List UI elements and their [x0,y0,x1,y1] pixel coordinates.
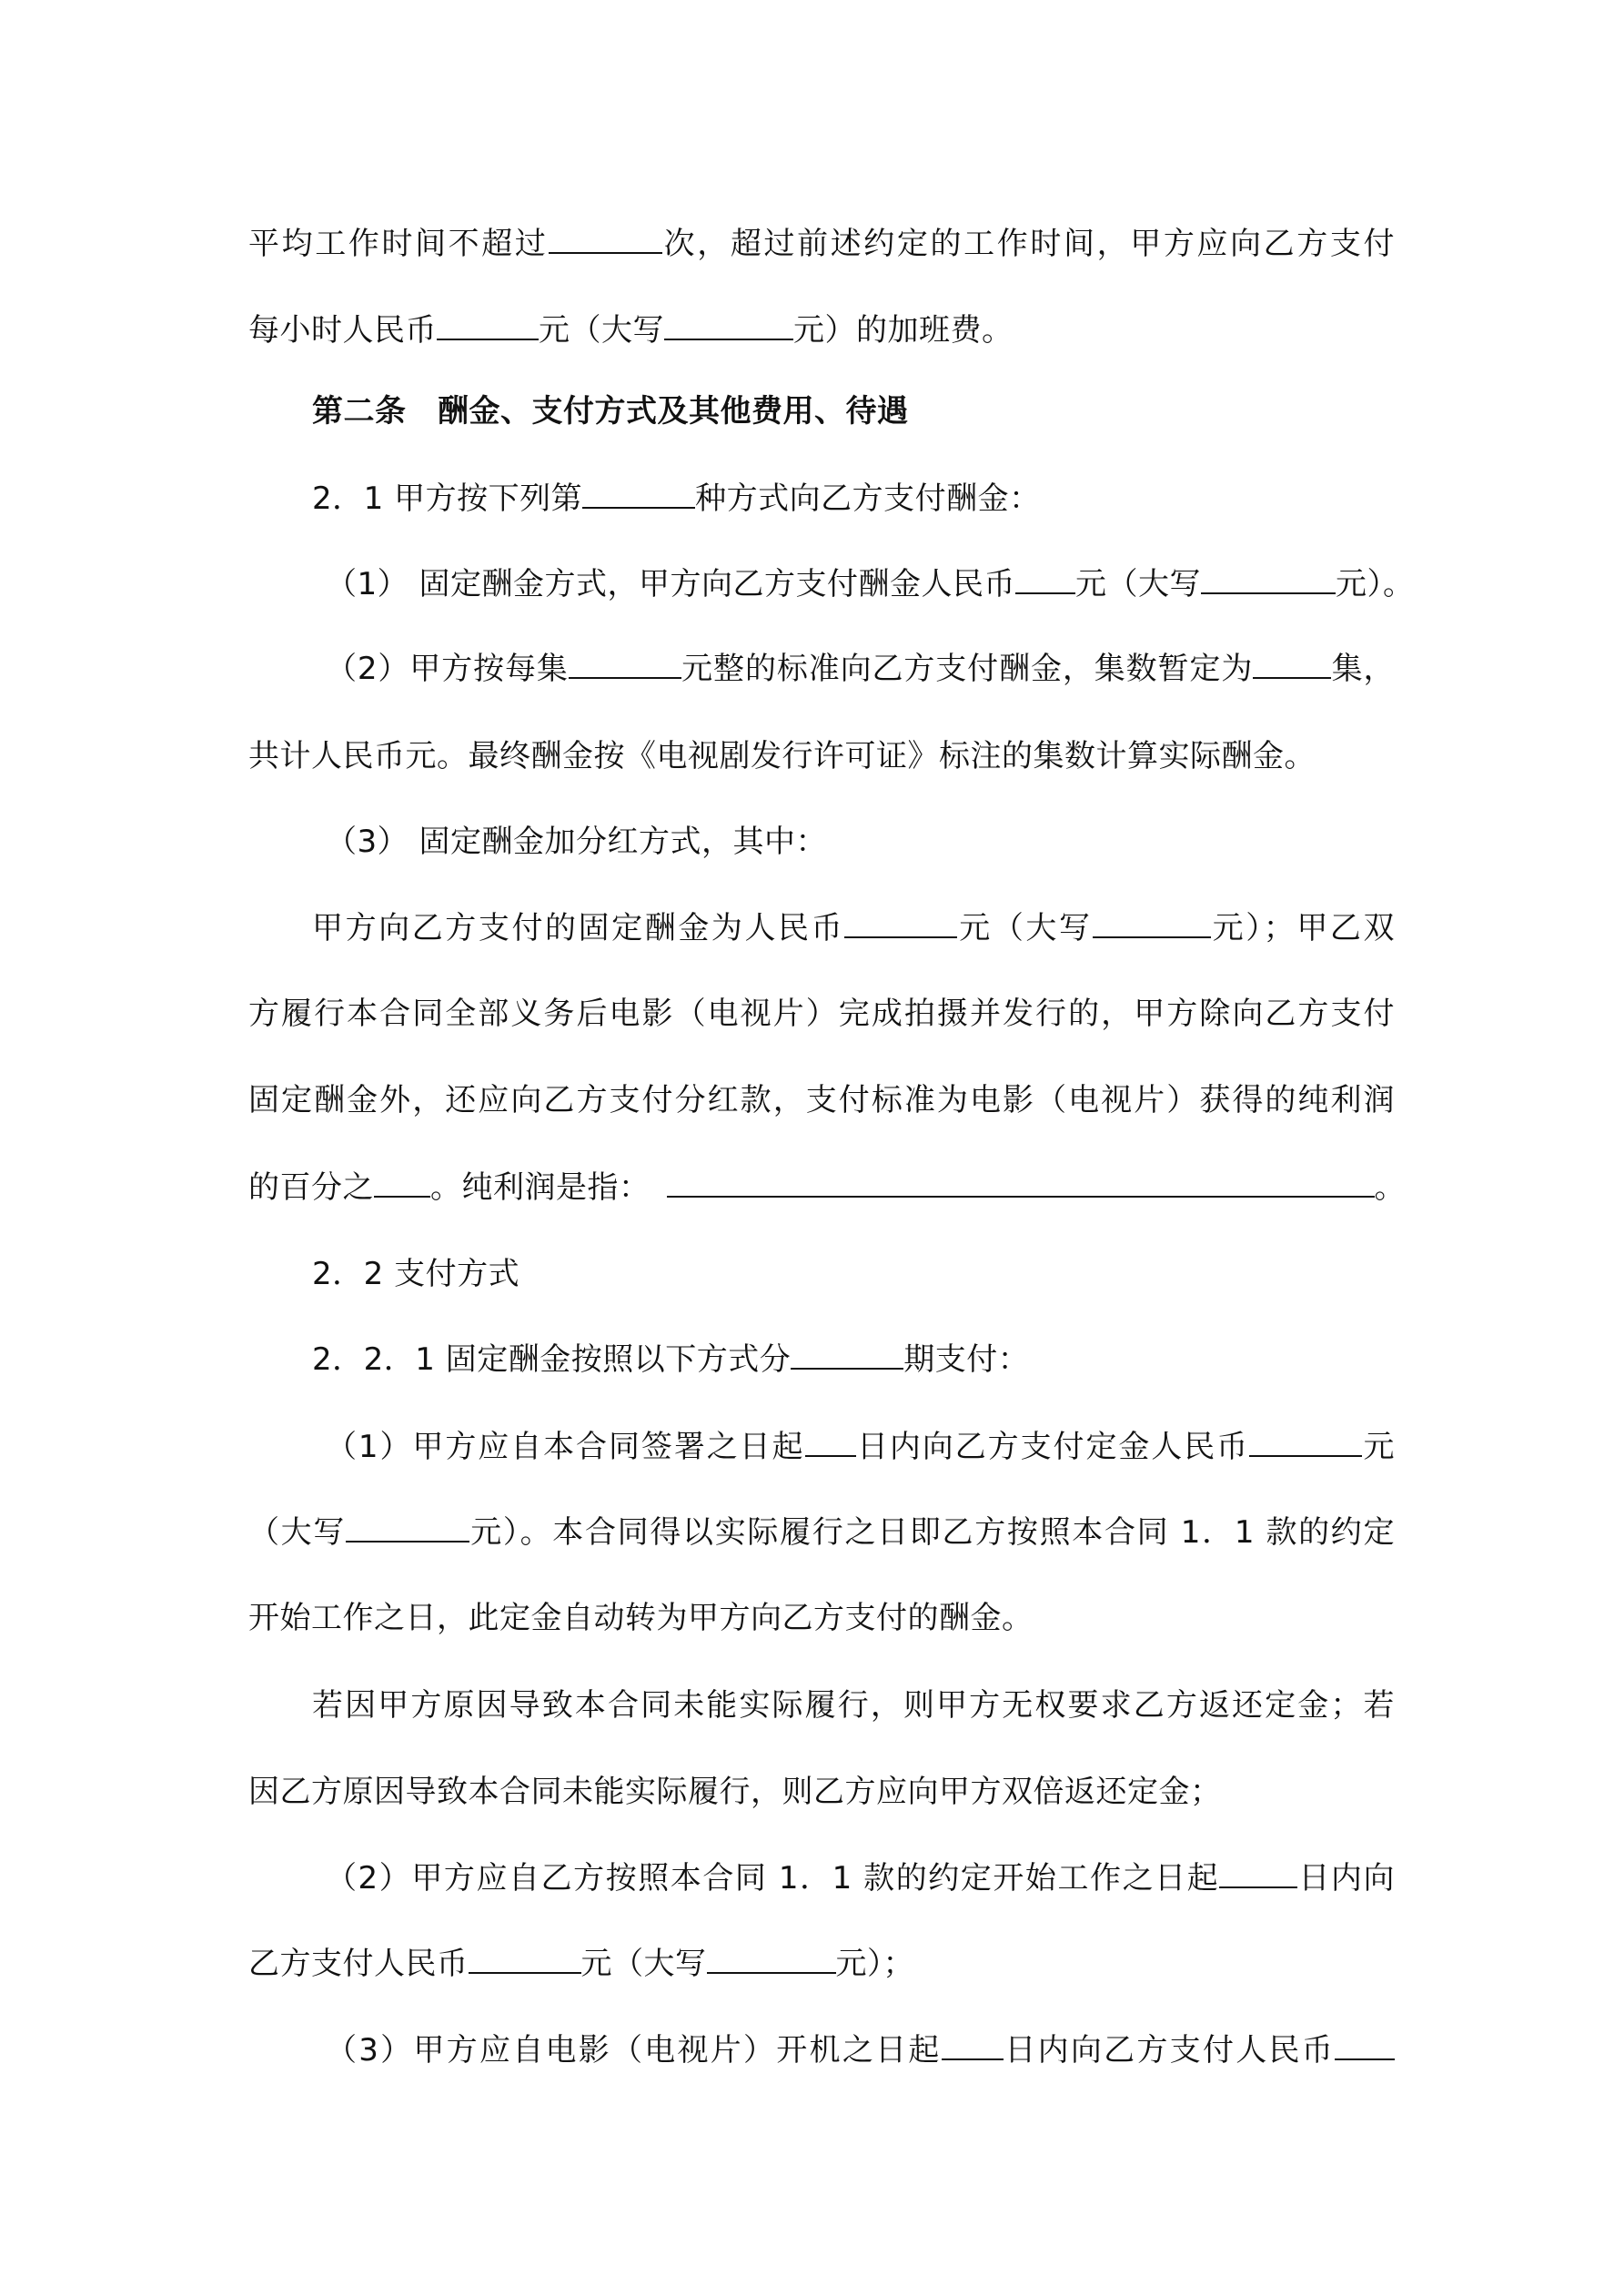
text-segment: 共计人民币元。最终酬金按《电视剧发行许可证》标注的集数计算实际酬金。 [248,738,1316,774]
text-line [248,1080,1395,1120]
text-line [326,1427,1395,1467]
fill-blank [805,1428,856,1457]
fill-blank [667,1168,1375,1198]
text-segment: 甲方向乙方支付的固定酬金为人民币 [312,910,845,946]
text-segment: （3） 固定酬金加分红方式，其中： [326,824,827,860]
text-segment: 。纯利润是指： [430,1169,651,1206]
fill-blank [569,650,681,679]
fill-blank [1335,2031,1395,2060]
text-segment: 2．2．1 固定酬金按照以下方式分 [312,1341,792,1378]
text-line [248,1772,1395,1812]
text-line [248,224,1395,264]
text-segment: 日内向乙方支付定金人民币 [855,1429,1250,1465]
fill-blank [549,225,662,254]
text-line [248,1598,1395,1638]
text-line [248,1168,1406,1208]
text-segment: 每小时人民币 [248,312,437,349]
text-segment: （2）甲方应自乙方按照本合同 1．1 款的约定开始工作之日起 [326,1860,1220,1896]
text-segment: 2．1 甲方按下列第 [312,480,583,517]
text-segment: 若因甲方原因导致本合同未能实际履行，则甲方无权要求乙方返还定金；若 [312,1687,1395,1724]
text-line [248,994,1395,1034]
text-segment: 元）。 [1335,566,1415,602]
text-line [326,649,1395,689]
fill-blank [844,909,957,938]
text-segment: 2．2 支付方式 [312,1256,520,1292]
text-segment: （2）甲方按每集 [326,651,569,687]
text-segment: （1）甲方应自本合同签署之日起 [326,1429,805,1465]
text-segment: （大写 [248,1514,347,1551]
text-segment: 元（大写 [957,910,1093,946]
text-segment: 因乙方原因导致本合同未能实际履行，则乙方应向甲方双倍返还定金； [248,1774,1222,1810]
text-segment: 元）。本合同得以实际履行之日即乙方按照本合同 1．1 款的约定 [469,1514,1395,1551]
section-heading [312,391,1395,431]
text-segment: 第二条 酬金、支付方式及其他费用、待遇 [312,393,909,430]
text-line [326,564,1415,604]
fill-blank [346,1513,469,1542]
text-line [248,310,1395,350]
fill-blank [942,2031,1004,2060]
fill-blank [707,1945,836,1974]
fill-blank [1219,1859,1297,1888]
text-segment: 集， [1331,651,1396,687]
text-line [312,1254,1395,1294]
fill-blank [469,1945,581,1974]
text-segment: 平均工作时间不超过 [248,226,549,262]
text-line [326,1858,1395,1898]
text-line [312,1685,1395,1725]
text-segment: 元）； [835,1946,914,1982]
text-segment: 元（大写 [580,1946,707,1982]
fill-blank [664,311,793,340]
text-segment: 日内向乙方支付人民币 [1003,2032,1335,2068]
fill-blank [1093,909,1211,938]
fill-blank [1249,1428,1362,1457]
text-segment: 元（大写 [1074,566,1201,602]
fill-blank [1201,565,1336,594]
fill-blank [437,311,539,340]
text-line [312,908,1395,948]
text-segment: 次，超过前述约定的工作时间，甲方应向乙方支付 [661,226,1395,262]
text-segment: 。 [1374,1169,1406,1206]
text-line [248,1512,1395,1553]
fill-blank [791,1340,903,1370]
text-segment: 方履行本合同全部义务后电影（电视片）完成拍摄并发行的，甲方除向乙方支付 [248,996,1395,1032]
text-line [312,1340,1395,1380]
fill-blank [582,480,695,509]
text-segment: 日内向 [1297,1860,1395,1896]
fill-blank [1015,565,1075,594]
text-segment: （3）甲方应自电影（电视片）开机之日起 [326,2032,942,2068]
text-segment: 元）的加班费。 [793,312,1014,349]
text-segment: 的百分之 [248,1169,374,1206]
text-segment: （1） 固定酬金方式，甲方向乙方支付酬金人民币 [326,566,1015,602]
text-segment: 开始工作之日，此定金自动转为甲方向乙方支付的酬金。 [248,1600,1034,1636]
text-segment: 元 [1362,1429,1396,1465]
text-line [248,1944,1395,1984]
text-segment: 期支付： [903,1341,1030,1378]
text-segment: 元（大写 [539,312,664,349]
text-segment: 元整的标准向乙方支付酬金，集数暂定为 [681,651,1254,687]
text-line [312,479,1395,519]
fill-blank [1253,650,1331,679]
text-segment: 种方式向乙方支付酬金： [695,480,1041,517]
text-line [326,822,1395,862]
fill-blank [374,1168,430,1198]
text-line [248,736,1395,776]
text-segment: 元）；甲乙双 [1210,910,1396,946]
text-segment: 乙方支付人民币 [248,1946,469,1982]
text-segment: 固定酬金外，还应向乙方支付分红款，支付标准为电影（电视片）获得的纯利润 [248,1082,1395,1118]
text-line [326,2030,1395,2070]
